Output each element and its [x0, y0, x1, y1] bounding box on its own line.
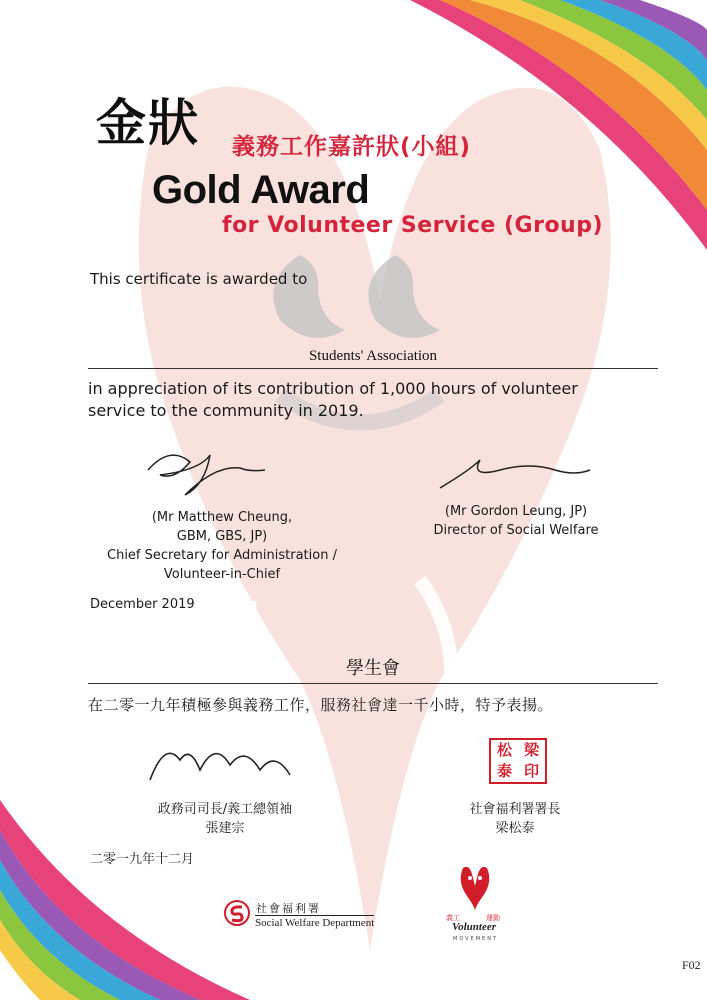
seal-char-4: 印 [523, 762, 539, 780]
official-seal [489, 738, 547, 784]
signature-left-zh [150, 753, 290, 780]
signatory-right-title: Director of Social Welfare [433, 523, 599, 538]
signatory-right-name-zh: 梁松泰 [495, 821, 535, 836]
title-english-gold-award: Gold Award [152, 168, 370, 212]
swd-name-english: Social Welfare Department [255, 917, 375, 929]
recipient-name-chinese: 學生會 [346, 658, 400, 679]
seal-char-3: 泰 [496, 762, 512, 780]
signatory-left-chinese [120, 800, 330, 838]
signatory-left-english [82, 508, 362, 584]
swd-name-chinese: 社會福利署 [256, 902, 321, 915]
signatory-left-name-1: (Mr Matthew Cheung, [151, 510, 293, 525]
appreciation-text-chinese: 在二零一九年積極參與義務工作，服務社會達一千小時，特予表揚。 [88, 696, 554, 714]
recipient-underline [88, 368, 658, 369]
form-code: F02 [682, 958, 701, 972]
appreciation-line-2: service to the community in 2019. [88, 401, 364, 420]
recipient-underline-chinese [88, 683, 658, 684]
title-chinese-gold: 金狀 [96, 94, 200, 152]
seal-char-2: 梁 [523, 741, 539, 759]
vm-chinese-left: 義工 [446, 914, 460, 922]
swd-logo-icon [224, 900, 250, 926]
signatory-right-english [396, 502, 636, 540]
signatory-left-title-zh: 政務司司長/義工總領袖 [157, 802, 293, 817]
date-english: December 2019 [90, 597, 195, 612]
signatory-right-title-zh: 社會福利署署長 [469, 802, 561, 817]
title-english-subtitle: for Volunteer Service (Group) [222, 213, 604, 238]
signatory-left-name-2: GBM, GBS, JP) [176, 529, 268, 544]
seal-char-1: 松 [496, 741, 512, 759]
signatory-right-name: (Mr Gordon Leung, JP) [444, 504, 588, 519]
awarded-to-text: This certificate is awarded to [90, 270, 308, 288]
signatory-left-title-1: Chief Secretary for Administration / [107, 548, 337, 563]
signatory-left-name-zh: 張建宗 [205, 821, 245, 836]
vm-volunteer-text: Volunteer [452, 921, 497, 933]
signatory-left-title-2: Volunteer-in-Chief [163, 567, 281, 582]
vm-chinese-right: 運動 [486, 914, 500, 922]
appreciation-line-1: in appreciation of its contribution of 1,000 hours of volunteer [88, 379, 578, 398]
appreciation-text-english [88, 378, 668, 422]
title-chinese-subtitle: 義務工作嘉許狀(小組) [232, 134, 472, 160]
vm-movement-text: MOVEMENT [453, 936, 499, 942]
recipient-name-english: Students' Association [308, 348, 438, 364]
signatory-right-chinese [430, 800, 600, 838]
date-chinese: 二零一九年十二月 [90, 852, 195, 867]
